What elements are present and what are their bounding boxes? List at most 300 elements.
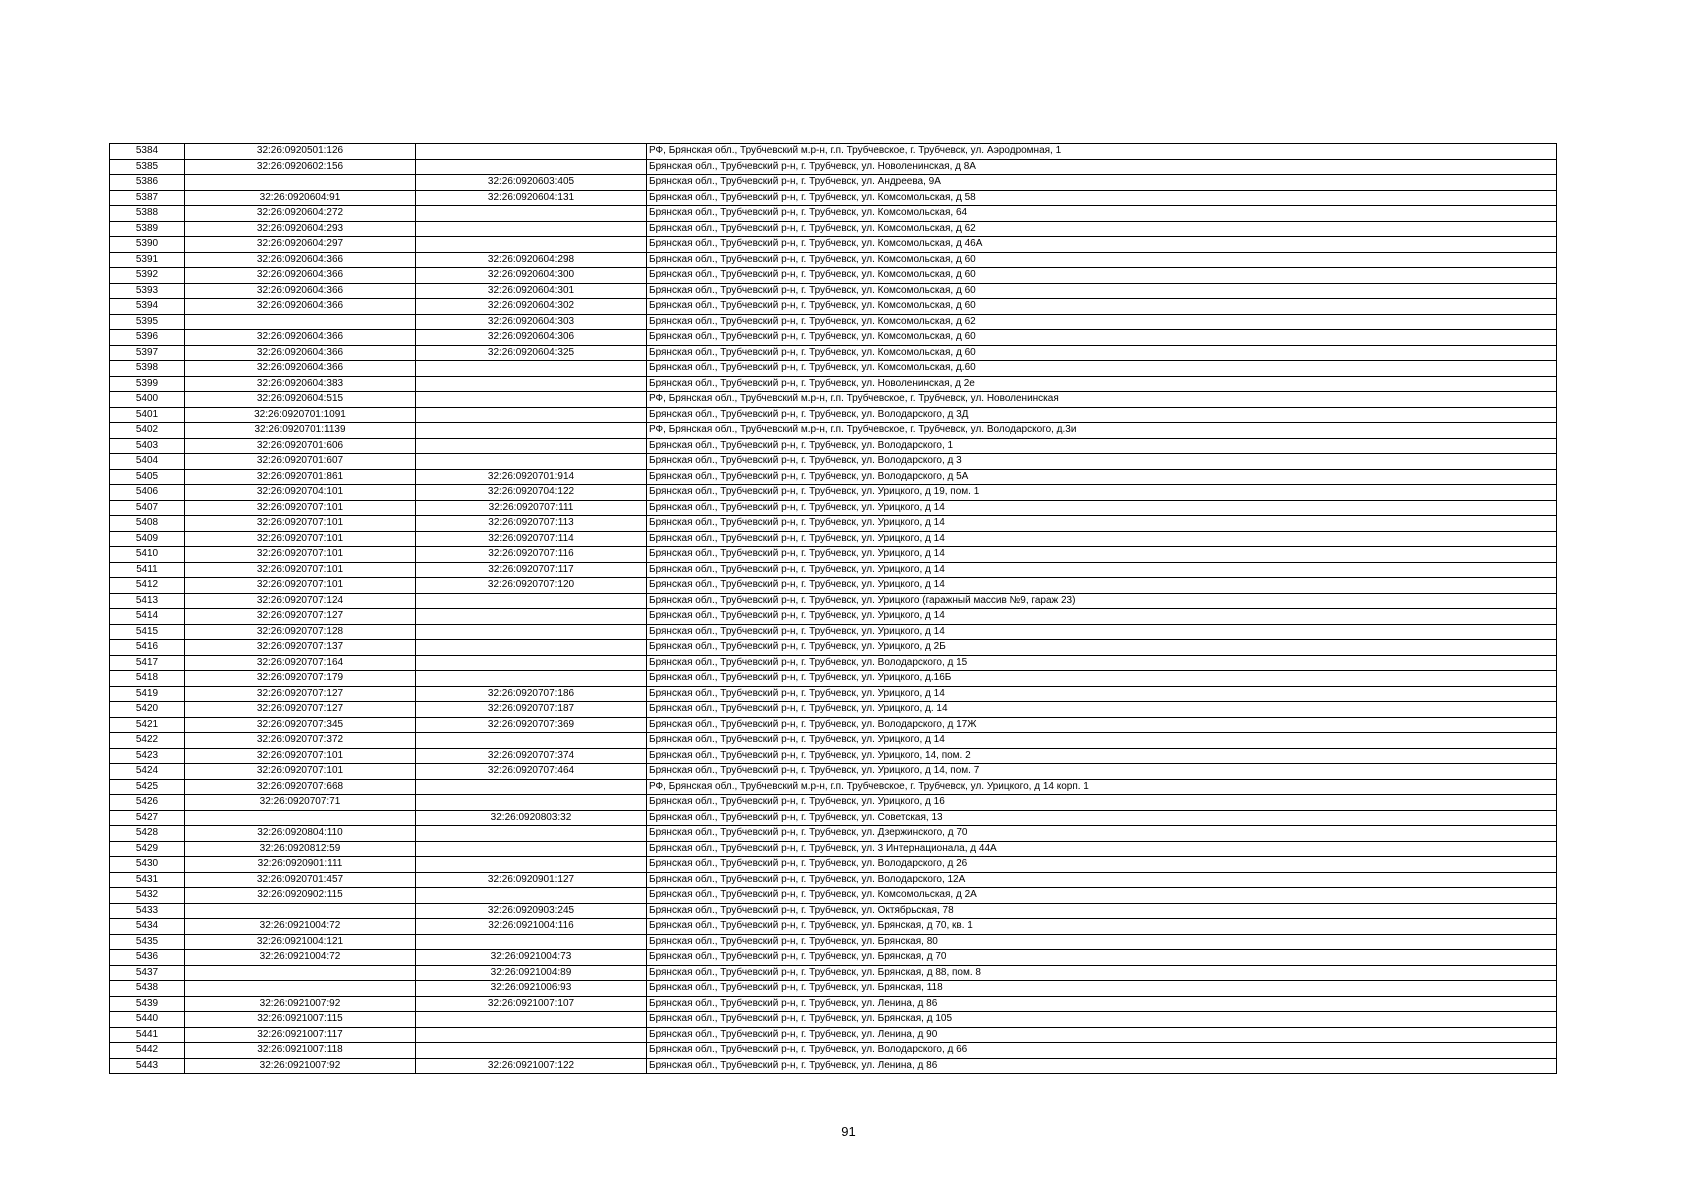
row-number-cell: 5420 xyxy=(110,702,185,718)
address-cell: Брянская обл., Трубчевский р-н, г. Трубчевск, ул. Володарского, 12А xyxy=(647,872,1557,888)
table-row xyxy=(110,175,1557,191)
object-cadastral-cell: 32:26:0920803:32 xyxy=(416,810,647,826)
address-cell: Брянская обл., Трубчевский р-н, г. Трубчевск, ул. Комсомольская, д 60 xyxy=(647,299,1557,315)
object-cadastral-cell: 32:26:0920604:300 xyxy=(416,268,647,284)
row-number-cell: 5416 xyxy=(110,640,185,656)
row-number-cell: 5407 xyxy=(110,500,185,516)
table-row xyxy=(110,423,1557,439)
table-row xyxy=(110,144,1557,160)
table-row xyxy=(110,469,1557,485)
row-number-cell: 5424 xyxy=(110,764,185,780)
row-number-cell: 5425 xyxy=(110,779,185,795)
land-parcel-cadastral-cell: 32:26:0921007:92 xyxy=(185,1058,416,1074)
land-parcel-cadastral-cell: 32:26:0921004:121 xyxy=(185,934,416,950)
object-cadastral-cell xyxy=(416,934,647,950)
table-row xyxy=(110,438,1557,454)
object-cadastral-cell xyxy=(416,407,647,423)
object-cadastral-cell: 32:26:0921004:73 xyxy=(416,950,647,966)
object-cadastral-cell: 32:26:0920603:405 xyxy=(416,175,647,191)
table-row xyxy=(110,547,1557,563)
address-cell: Брянская обл., Трубчевский р-н, г. Трубчевск, ул. Урицкого, д 14, пом. 7 xyxy=(647,764,1557,780)
object-cadastral-cell xyxy=(416,640,647,656)
address-cell: Брянская обл., Трубчевский р-н, г. Трубчевск, ул. Володарского, д 66 xyxy=(647,1043,1557,1059)
land-parcel-cadastral-cell: 32:26:0920812:59 xyxy=(185,841,416,857)
table-row xyxy=(110,593,1557,609)
address-cell: Брянская обл., Трубчевский р-н, г. Трубчевск, ул. Советская, 13 xyxy=(647,810,1557,826)
table-row xyxy=(110,733,1557,749)
row-number-cell: 5411 xyxy=(110,562,185,578)
row-number-cell: 5406 xyxy=(110,485,185,501)
row-number-cell: 5422 xyxy=(110,733,185,749)
address-cell: Брянская обл., Трубчевский р-н, г. Трубчевск, ул. Комсомольская, д 62 xyxy=(647,221,1557,237)
registry-table-body xyxy=(110,144,1557,1074)
row-number-cell: 5427 xyxy=(110,810,185,826)
land-parcel-cadastral-cell: 32:26:0921007:115 xyxy=(185,1012,416,1028)
row-number-cell: 5437 xyxy=(110,965,185,981)
address-cell: Брянская обл., Трубчевский р-н, г. Трубчевск, ул. Урицкого, д 14 xyxy=(647,733,1557,749)
table-row xyxy=(110,686,1557,702)
address-cell: Брянская обл., Трубчевский р-н, г. Трубчевск, ул. Брянская, 118 xyxy=(647,981,1557,997)
object-cadastral-cell xyxy=(416,655,647,671)
table-row xyxy=(110,485,1557,501)
object-cadastral-cell xyxy=(416,361,647,377)
object-cadastral-cell: 32:26:0921006:93 xyxy=(416,981,647,997)
address-cell: Брянская обл., Трубчевский р-н, г. Трубчевск, ул. Урицкого, 14, пом. 2 xyxy=(647,748,1557,764)
land-parcel-cadastral-cell: 32:26:0920604:366 xyxy=(185,330,416,346)
land-parcel-cadastral-cell: 32:26:0920707:137 xyxy=(185,640,416,656)
land-parcel-cadastral-cell xyxy=(185,903,416,919)
object-cadastral-cell xyxy=(416,1027,647,1043)
table-row xyxy=(110,888,1557,904)
address-cell: Брянская обл., Трубчевский р-н, г. Трубчевск, ул. Брянская, д 70, кв. 1 xyxy=(647,919,1557,935)
property-registry-table xyxy=(109,143,1557,1074)
land-parcel-cadastral-cell: 32:26:0920604:297 xyxy=(185,237,416,253)
table-row xyxy=(110,950,1557,966)
address-cell: Брянская обл., Трубчевский р-н, г. Трубчевск, ул. Володарского, 1 xyxy=(647,438,1557,454)
address-cell: Брянская обл., Трубчевский р-н, г. Трубчевск, ул. Комсомольская, д 2А xyxy=(647,888,1557,904)
land-parcel-cadastral-cell: 32:26:0920707:101 xyxy=(185,547,416,563)
object-cadastral-cell xyxy=(416,392,647,408)
object-cadastral-cell: 32:26:0920903:245 xyxy=(416,903,647,919)
table-row xyxy=(110,795,1557,811)
land-parcel-cadastral-cell: 32:26:0920701:606 xyxy=(185,438,416,454)
address-cell: Брянская обл., Трубчевский р-н, г. Трубчевск, ул. Володарского, д 15 xyxy=(647,655,1557,671)
table-row xyxy=(110,779,1557,795)
object-cadastral-cell: 32:26:0920604:302 xyxy=(416,299,647,315)
table-row xyxy=(110,562,1557,578)
object-cadastral-cell: 32:26:0920704:122 xyxy=(416,485,647,501)
object-cadastral-cell xyxy=(416,454,647,470)
land-parcel-cadastral-cell: 32:26:0920604:366 xyxy=(185,361,416,377)
table-row xyxy=(110,934,1557,950)
address-cell: Брянская обл., Трубчевский р-н, г. Трубчевск, ул. Урицкого, д 14 xyxy=(647,686,1557,702)
address-cell: Брянская обл., Трубчевский р-н, г. Трубчевск, ул. Комсомольская, д 60 xyxy=(647,283,1557,299)
row-number-cell: 5398 xyxy=(110,361,185,377)
address-cell: Брянская обл., Трубчевский р-н, г. Трубчевск, ул. Комсомольская, д 60 xyxy=(647,252,1557,268)
table-row xyxy=(110,1043,1557,1059)
land-parcel-cadastral-cell: 32:26:0920602:156 xyxy=(185,159,416,175)
row-number-cell: 5419 xyxy=(110,686,185,702)
object-cadastral-cell xyxy=(416,1043,647,1059)
row-number-cell: 5413 xyxy=(110,593,185,609)
land-parcel-cadastral-cell: 32:26:0920707:127 xyxy=(185,609,416,625)
land-parcel-cadastral-cell xyxy=(185,314,416,330)
object-cadastral-cell xyxy=(416,826,647,842)
row-number-cell: 5414 xyxy=(110,609,185,625)
object-cadastral-cell: 32:26:0920707:111 xyxy=(416,500,647,516)
object-cadastral-cell: 32:26:0920707:113 xyxy=(416,516,647,532)
land-parcel-cadastral-cell xyxy=(185,810,416,826)
object-cadastral-cell: 32:26:0921007:107 xyxy=(416,996,647,1012)
table-row xyxy=(110,361,1557,377)
table-row xyxy=(110,283,1557,299)
row-number-cell: 5408 xyxy=(110,516,185,532)
object-cadastral-cell: 32:26:0920707:120 xyxy=(416,578,647,594)
object-cadastral-cell: 32:26:0920707:186 xyxy=(416,686,647,702)
table-row xyxy=(110,531,1557,547)
land-parcel-cadastral-cell: 32:26:0920604:383 xyxy=(185,376,416,392)
land-parcel-cadastral-cell: 32:26:0920707:127 xyxy=(185,686,416,702)
land-parcel-cadastral-cell: 32:26:0921004:72 xyxy=(185,950,416,966)
address-cell: Брянская обл., Трубчевский р-н, г. Трубчевск, ул. Ленина, д 90 xyxy=(647,1027,1557,1043)
land-parcel-cadastral-cell: 32:26:0920707:124 xyxy=(185,593,416,609)
row-number-cell: 5440 xyxy=(110,1012,185,1028)
address-cell: Брянская обл., Трубчевский р-н, г. Трубчевск, ул. Брянская, 80 xyxy=(647,934,1557,950)
address-cell: Брянская обл., Трубчевский р-н, г. Трубчевск, ул. Урицкого, д 14 xyxy=(647,531,1557,547)
table-row xyxy=(110,221,1557,237)
table-row xyxy=(110,578,1557,594)
land-parcel-cadastral-cell: 32:26:0920701:1139 xyxy=(185,423,416,439)
row-number-cell: 5399 xyxy=(110,376,185,392)
address-cell: Брянская обл., Трубчевский р-н, г. Трубчевск, ул. Комсомольская, д 60 xyxy=(647,345,1557,361)
row-number-cell: 5430 xyxy=(110,857,185,873)
address-cell: Брянская обл., Трубчевский р-н, г. Трубчевск, ул. Комсомольская, д 62 xyxy=(647,314,1557,330)
land-parcel-cadastral-cell: 32:26:0920707:101 xyxy=(185,516,416,532)
object-cadastral-cell xyxy=(416,779,647,795)
address-cell: Брянская обл., Трубчевский р-н, г. Трубчевск, ул. Дзержинского, д 70 xyxy=(647,826,1557,842)
row-number-cell: 5402 xyxy=(110,423,185,439)
row-number-cell: 5428 xyxy=(110,826,185,842)
object-cadastral-cell: 32:26:0920707:117 xyxy=(416,562,647,578)
address-cell: Брянская обл., Трубчевский р-н, г. Трубчевск, ул. Брянская, д 105 xyxy=(647,1012,1557,1028)
address-cell: Брянская обл., Трубчевский р-н, г. Трубчевск, ул. Володарского, д 3Д xyxy=(647,407,1557,423)
object-cadastral-cell xyxy=(416,593,647,609)
address-cell: Брянская обл., Трубчевский р-н, г. Трубчевск, ул. Урицкого, д 14 xyxy=(647,547,1557,563)
address-cell: Брянская обл., Трубчевский р-н, г. Трубчевск, ул. Урицкого, д 14 xyxy=(647,578,1557,594)
land-parcel-cadastral-cell xyxy=(185,175,416,191)
object-cadastral-cell xyxy=(416,438,647,454)
object-cadastral-cell: 32:26:0920707:464 xyxy=(416,764,647,780)
land-parcel-cadastral-cell: 32:26:0920701:1091 xyxy=(185,407,416,423)
row-number-cell: 5434 xyxy=(110,919,185,935)
row-number-cell: 5396 xyxy=(110,330,185,346)
table-row xyxy=(110,841,1557,857)
row-number-cell: 5389 xyxy=(110,221,185,237)
address-cell: Брянская обл., Трубчевский р-н, г. Трубчевск, ул. Андреева, 9А xyxy=(647,175,1557,191)
row-number-cell: 5393 xyxy=(110,283,185,299)
row-number-cell: 5391 xyxy=(110,252,185,268)
object-cadastral-cell xyxy=(416,624,647,640)
table-row xyxy=(110,1027,1557,1043)
table-row xyxy=(110,826,1557,842)
address-cell: Брянская обл., Трубчевский р-н, г. Трубчевск, ул. Комсомольская, д 46А xyxy=(647,237,1557,253)
land-parcel-cadastral-cell: 32:26:0920701:457 xyxy=(185,872,416,888)
land-parcel-cadastral-cell: 32:26:0920501:126 xyxy=(185,144,416,160)
address-cell: Брянская обл., Трубчевский р-н, г. Трубчевск, ул. Урицкого, д 16 xyxy=(647,795,1557,811)
object-cadastral-cell: 32:26:0921004:116 xyxy=(416,919,647,935)
table-row xyxy=(110,609,1557,625)
table-row xyxy=(110,345,1557,361)
address-cell: Брянская обл., Трубчевский р-н, г. Трубчевск, ул. Урицкого (гаражный массив №9, гараж 23) xyxy=(647,593,1557,609)
row-number-cell: 5392 xyxy=(110,268,185,284)
row-number-cell: 5436 xyxy=(110,950,185,966)
table-row xyxy=(110,810,1557,826)
land-parcel-cadastral-cell: 32:26:0920701:607 xyxy=(185,454,416,470)
registry-sheet xyxy=(109,143,1556,1074)
table-row xyxy=(110,392,1557,408)
land-parcel-cadastral-cell: 32:26:0920707:164 xyxy=(185,655,416,671)
row-number-cell: 5384 xyxy=(110,144,185,160)
page-number: 91 xyxy=(841,1124,856,1139)
table-row xyxy=(110,655,1557,671)
row-number-cell: 5412 xyxy=(110,578,185,594)
table-row xyxy=(110,702,1557,718)
address-cell: Брянская обл., Трубчевский р-н, г. Трубчевск, ул. Новоленинская, д 8А xyxy=(647,159,1557,175)
land-parcel-cadastral-cell: 32:26:0920901:111 xyxy=(185,857,416,873)
object-cadastral-cell: 32:26:0920707:114 xyxy=(416,531,647,547)
table-row xyxy=(110,190,1557,206)
row-number-cell: 5421 xyxy=(110,717,185,733)
land-parcel-cadastral-cell xyxy=(185,981,416,997)
address-cell: Брянская обл., Трубчевский р-н, г. Трубчевск, ул. Урицкого, д 14 xyxy=(647,609,1557,625)
land-parcel-cadastral-cell: 32:26:0920707:372 xyxy=(185,733,416,749)
table-row xyxy=(110,159,1557,175)
row-number-cell: 5390 xyxy=(110,237,185,253)
table-row xyxy=(110,376,1557,392)
row-number-cell: 5387 xyxy=(110,190,185,206)
row-number-cell: 5405 xyxy=(110,469,185,485)
address-cell: Брянская обл., Трубчевский р-н, г. Трубчевск, ул. Урицкого, д. 14 xyxy=(647,702,1557,718)
object-cadastral-cell: 32:26:0920707:187 xyxy=(416,702,647,718)
object-cadastral-cell: 32:26:0920901:127 xyxy=(416,872,647,888)
table-row xyxy=(110,919,1557,935)
object-cadastral-cell: 32:26:0920701:914 xyxy=(416,469,647,485)
address-cell: Брянская обл., Трубчевский р-н, г. Трубчевск, ул. Комсомольская, д 60 xyxy=(647,330,1557,346)
object-cadastral-cell: 32:26:0920604:131 xyxy=(416,190,647,206)
address-cell: РФ, Брянская обл., Трубчевский м.р-н, г.п. Трубчевское, г. Трубчевск, ул. Аэродромная, 1 xyxy=(647,144,1557,160)
row-number-cell: 5397 xyxy=(110,345,185,361)
row-number-cell: 5401 xyxy=(110,407,185,423)
address-cell: Брянская обл., Трубчевский р-н, г. Трубчевск, ул. Володарского, д 17Ж xyxy=(647,717,1557,733)
object-cadastral-cell xyxy=(416,733,647,749)
address-cell: Брянская обл., Трубчевский р-н, г. Трубчевск, ул. Ленина, д 86 xyxy=(647,1058,1557,1074)
land-parcel-cadastral-cell: 32:26:0920707:101 xyxy=(185,764,416,780)
row-number-cell: 5443 xyxy=(110,1058,185,1074)
object-cadastral-cell xyxy=(416,221,647,237)
table-row xyxy=(110,1012,1557,1028)
row-number-cell: 5415 xyxy=(110,624,185,640)
object-cadastral-cell: 32:26:0920604:325 xyxy=(416,345,647,361)
address-cell: Брянская обл., Трубчевский р-н, г. Трубчевск, ул. Урицкого, д 2Б xyxy=(647,640,1557,656)
row-number-cell: 5394 xyxy=(110,299,185,315)
table-row xyxy=(110,330,1557,346)
table-row xyxy=(110,299,1557,315)
table-row xyxy=(110,748,1557,764)
object-cadastral-cell xyxy=(416,237,647,253)
address-cell: Брянская обл., Трубчевский р-н, г. Трубчевск, ул. Новоленинская, д 2е xyxy=(647,376,1557,392)
table-row xyxy=(110,206,1557,222)
address-cell: Брянская обл., Трубчевский р-н, г. Трубчевск, ул. Урицкого, д 14 xyxy=(647,562,1557,578)
object-cadastral-cell: 32:26:0921007:122 xyxy=(416,1058,647,1074)
address-cell: РФ, Брянская обл., Трубчевский м.р-н, г.п. Трубчевское, г. Трубчевск, ул. Новоленинская xyxy=(647,392,1557,408)
land-parcel-cadastral-cell: 32:26:0920604:366 xyxy=(185,268,416,284)
land-parcel-cadastral-cell: 32:26:0920604:366 xyxy=(185,299,416,315)
object-cadastral-cell xyxy=(416,376,647,392)
land-parcel-cadastral-cell: 32:26:0921007:117 xyxy=(185,1027,416,1043)
row-number-cell: 5429 xyxy=(110,841,185,857)
address-cell: Брянская обл., Трубчевский р-н, г. Трубчевск, ул. Комсомольская, 64 xyxy=(647,206,1557,222)
address-cell: Брянская обл., Трубчевский р-н, г. Трубчевск, ул. Володарского, д 5А xyxy=(647,469,1557,485)
address-cell: Брянская обл., Трубчевский р-н, г. Трубчевск, ул. Володарского, д 26 xyxy=(647,857,1557,873)
land-parcel-cadastral-cell: 32:26:0920707:101 xyxy=(185,562,416,578)
object-cadastral-cell: 32:26:0920604:306 xyxy=(416,330,647,346)
table-row xyxy=(110,981,1557,997)
address-cell: Брянская обл., Трубчевский р-н, г. Трубчевск, ул. Володарского, д 3 xyxy=(647,454,1557,470)
address-cell: Брянская обл., Трубчевский р-н, г. Трубчевск, ул. Ленина, д 86 xyxy=(647,996,1557,1012)
address-cell: Брянская обл., Трубчевский р-н, г. Трубчевск, ул. Комсомольская, д 58 xyxy=(647,190,1557,206)
table-row xyxy=(110,857,1557,873)
land-parcel-cadastral-cell: 32:26:0920707:101 xyxy=(185,748,416,764)
address-cell: Брянская обл., Трубчевский р-н, г. Трубчевск, ул. 3 Интернационала, д 44А xyxy=(647,841,1557,857)
object-cadastral-cell: 32:26:0920707:369 xyxy=(416,717,647,733)
address-cell: Брянская обл., Трубчевский р-н, г. Трубчевск, ул. Комсомольская, д.60 xyxy=(647,361,1557,377)
land-parcel-cadastral-cell: 32:26:0920604:293 xyxy=(185,221,416,237)
address-cell: Брянская обл., Трубчевский р-н, г. Трубчевск, ул. Урицкого, д.16Б xyxy=(647,671,1557,687)
table-row xyxy=(110,965,1557,981)
row-number-cell: 5439 xyxy=(110,996,185,1012)
address-cell: Брянская обл., Трубчевский р-н, г. Трубчевск, ул. Октябрьская, 78 xyxy=(647,903,1557,919)
address-cell: Брянская обл., Трубчевский р-н, г. Трубчевск, ул. Урицкого, д 19, пом. 1 xyxy=(647,485,1557,501)
row-number-cell: 5388 xyxy=(110,206,185,222)
land-parcel-cadastral-cell: 32:26:0920902:115 xyxy=(185,888,416,904)
land-parcel-cadastral-cell: 32:26:0920604:366 xyxy=(185,345,416,361)
row-number-cell: 5432 xyxy=(110,888,185,904)
object-cadastral-cell: 32:26:0921004:89 xyxy=(416,965,647,981)
row-number-cell: 5433 xyxy=(110,903,185,919)
land-parcel-cadastral-cell: 32:26:0920604:366 xyxy=(185,283,416,299)
table-row xyxy=(110,516,1557,532)
row-number-cell: 5417 xyxy=(110,655,185,671)
row-number-cell: 5423 xyxy=(110,748,185,764)
object-cadastral-cell xyxy=(416,144,647,160)
row-number-cell: 5395 xyxy=(110,314,185,330)
address-cell: РФ, Брянская обл., Трубчевский м.р-н, г.п. Трубчевское, г. Трубчевск, ул. Урицкого, д 14 корп. 1 xyxy=(647,779,1557,795)
land-parcel-cadastral-cell: 32:26:0920604:366 xyxy=(185,252,416,268)
row-number-cell: 5386 xyxy=(110,175,185,191)
table-row xyxy=(110,640,1557,656)
land-parcel-cadastral-cell: 32:26:0920707:101 xyxy=(185,531,416,547)
row-number-cell: 5385 xyxy=(110,159,185,175)
row-number-cell: 5409 xyxy=(110,531,185,547)
object-cadastral-cell: 32:26:0920604:303 xyxy=(416,314,647,330)
table-row xyxy=(110,1058,1557,1074)
object-cadastral-cell: 32:26:0920604:301 xyxy=(416,283,647,299)
object-cadastral-cell xyxy=(416,841,647,857)
land-parcel-cadastral-cell: 32:26:0920707:128 xyxy=(185,624,416,640)
object-cadastral-cell xyxy=(416,609,647,625)
land-parcel-cadastral-cell: 32:26:0920604:515 xyxy=(185,392,416,408)
object-cadastral-cell xyxy=(416,671,647,687)
address-cell: РФ, Брянская обл., Трубчевский м.р-н, г.п. Трубчевское, г. Трубчевск, ул. Володарского, д.3и xyxy=(647,423,1557,439)
address-cell: Брянская обл., Трубчевский р-н, г. Трубчевск, ул. Урицкого, д 14 xyxy=(647,500,1557,516)
table-row xyxy=(110,454,1557,470)
land-parcel-cadastral-cell: 32:26:0920604:91 xyxy=(185,190,416,206)
land-parcel-cadastral-cell: 32:26:0921007:118 xyxy=(185,1043,416,1059)
land-parcel-cadastral-cell: 32:26:0921007:92 xyxy=(185,996,416,1012)
object-cadastral-cell: 32:26:0920604:298 xyxy=(416,252,647,268)
address-cell: Брянская обл., Трубчевский р-н, г. Трубчевск, ул. Брянская, д 88, пом. 8 xyxy=(647,965,1557,981)
row-number-cell: 5418 xyxy=(110,671,185,687)
object-cadastral-cell xyxy=(416,1012,647,1028)
row-number-cell: 5400 xyxy=(110,392,185,408)
land-parcel-cadastral-cell: 32:26:0920707:101 xyxy=(185,578,416,594)
table-row xyxy=(110,903,1557,919)
row-number-cell: 5435 xyxy=(110,934,185,950)
object-cadastral-cell xyxy=(416,206,647,222)
row-number-cell: 5410 xyxy=(110,547,185,563)
object-cadastral-cell xyxy=(416,888,647,904)
table-row xyxy=(110,717,1557,733)
table-row xyxy=(110,268,1557,284)
land-parcel-cadastral-cell: 32:26:0920707:668 xyxy=(185,779,416,795)
land-parcel-cadastral-cell: 32:26:0920707:101 xyxy=(185,500,416,516)
table-row xyxy=(110,764,1557,780)
address-cell: Брянская обл., Трубчевский р-н, г. Трубчевск, ул. Урицкого, д 14 xyxy=(647,624,1557,640)
address-cell: Брянская обл., Трубчевский р-н, г. Трубчевск, ул. Комсомольская, д 60 xyxy=(647,268,1557,284)
table-row xyxy=(110,872,1557,888)
row-number-cell: 5438 xyxy=(110,981,185,997)
address-cell: Брянская обл., Трубчевский р-н, г. Трубчевск, ул. Урицкого, д 14 xyxy=(647,516,1557,532)
table-row xyxy=(110,314,1557,330)
land-parcel-cadastral-cell: 32:26:0920707:127 xyxy=(185,702,416,718)
object-cadastral-cell xyxy=(416,423,647,439)
row-number-cell: 5431 xyxy=(110,872,185,888)
table-row xyxy=(110,671,1557,687)
table-row xyxy=(110,252,1557,268)
object-cadastral-cell: 32:26:0920707:116 xyxy=(416,547,647,563)
object-cadastral-cell xyxy=(416,159,647,175)
table-row xyxy=(110,624,1557,640)
object-cadastral-cell xyxy=(416,795,647,811)
land-parcel-cadastral-cell: 32:26:0920707:345 xyxy=(185,717,416,733)
row-number-cell: 5404 xyxy=(110,454,185,470)
land-parcel-cadastral-cell: 32:26:0921004:72 xyxy=(185,919,416,935)
row-number-cell: 5442 xyxy=(110,1043,185,1059)
row-number-cell: 5426 xyxy=(110,795,185,811)
table-row xyxy=(110,407,1557,423)
address-cell: Брянская обл., Трубчевский р-н, г. Трубчевск, ул. Брянская, д 70 xyxy=(647,950,1557,966)
land-parcel-cadastral-cell: 32:26:0920707:179 xyxy=(185,671,416,687)
table-row xyxy=(110,237,1557,253)
table-row xyxy=(110,996,1557,1012)
object-cadastral-cell xyxy=(416,857,647,873)
land-parcel-cadastral-cell: 32:26:0920604:272 xyxy=(185,206,416,222)
land-parcel-cadastral-cell xyxy=(185,965,416,981)
object-cadastral-cell: 32:26:0920707:374 xyxy=(416,748,647,764)
land-parcel-cadastral-cell: 32:26:0920804:110 xyxy=(185,826,416,842)
row-number-cell: 5403 xyxy=(110,438,185,454)
land-parcel-cadastral-cell: 32:26:0920704:101 xyxy=(185,485,416,501)
